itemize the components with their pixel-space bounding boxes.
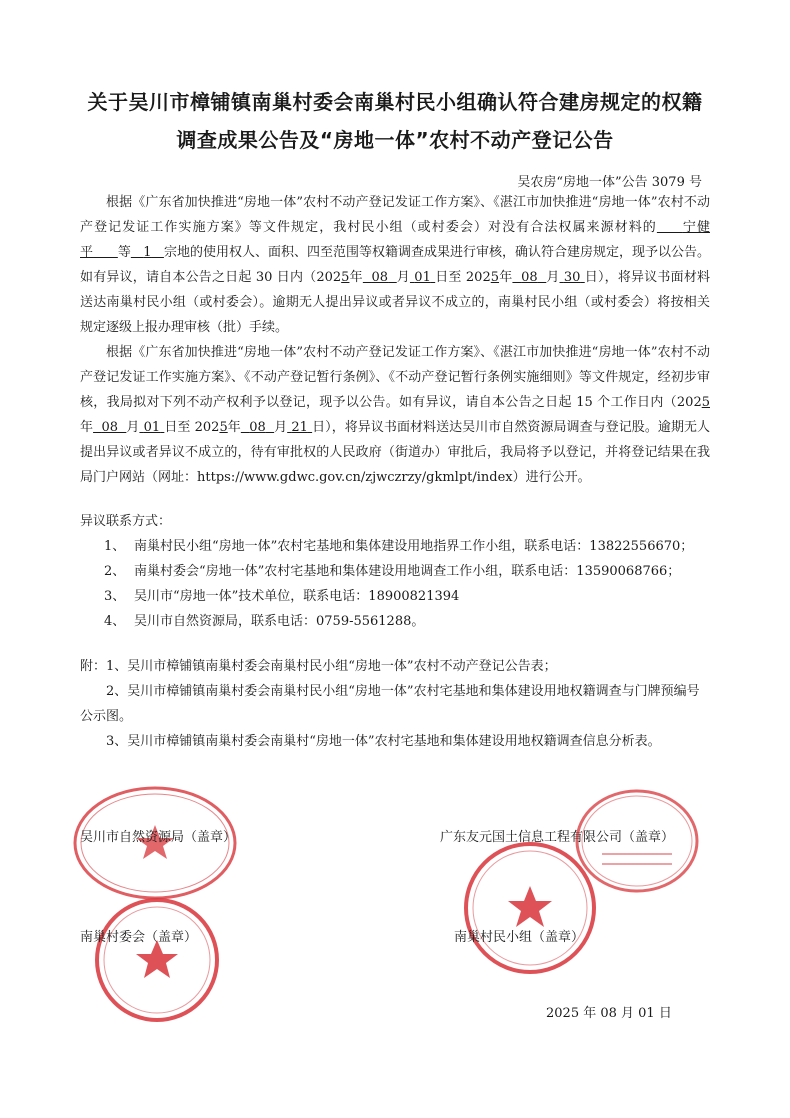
title-line-1: 关于吴川市樟铺镇南巢村委会南巢村民小组确认符合建房规定的权籍 [87,90,703,114]
title-line-2: 调查成果公告及“房地一体”农村不动产登记公告 [176,128,614,152]
company-signature: 广东友元国土信息工程有限公司（盖章） [440,830,675,845]
owner-name: 宁健平 [80,220,710,260]
contact-item: 4、 吴川市自然资源局，联系电话：0759-5561288。 [104,614,425,629]
objection-contacts [80,509,693,634]
contact-item: 3、 吴川市“房地一体”技术单位，联系电话：18900821394 [104,589,460,604]
contacts-heading: 异议联系方式： [80,514,172,529]
contact-item: 2、 南巢村委会“房地一体”农村宅基地和集体建设用地调查工作小组，联系电话：13590068766； [104,564,681,579]
contact-item: 1、 南巢村民小组“房地一体”农村宅基地和集体建设用地指界工作小组，联系电话：13822556670； [104,539,694,554]
announcement-title [60,83,730,159]
attachment-item-2: 2、吴川市樟铺镇南巢村委会南巢村民小组“房地一体”农村宅基地和集体建设用地权籍调查与门牌预编号公示图。 [80,684,700,724]
attachment-item-3: 3、吴川市樟铺镇南巢村委会南巢村“房地一体”农村宅基地和集体建设用地权籍调查信息分析表。 [106,734,661,749]
parcel-count: 1 [143,245,152,260]
announcement-date: 2025 年 08 月 01 日 [546,1006,672,1021]
village-committee-signature: 南巢村委会（盖章） [80,930,198,945]
village-group-signature: 南巢村民小组（盖章） [454,930,585,945]
document-number: 吴农房“房地一体”公告 3079 号 [517,175,702,190]
attachment-item-1: 附：1、吴川市樟铺镇南巢村委会南巢村民小组“房地一体”农村不动产登记公告表； [80,659,557,674]
village-committee-seal [92,895,222,1025]
paragraph-2: 根据《广东省加快推进“房地一体”农村不动产登记发证工作方案》、《湛江市加快推进“房地一体”农村不动产登记发证工作实施方案》、《不动产登记暂行条例》、《不动产登记暂行条例实施细则》等文件规定，经初步审核，我局拟对下列不动产权利予以登记，现予以公告。如有异议，请自本公告之日起 15 个工作日内（2025年 08 月 01 日至 2025年 08 月 21 日），将异议书面材料送达吴川市自然资源局调查与登记股。逾期无人提出异议或者异议不成立的，待有审批权的人民政府（街道办）审批后，我局将予以登记，并将登记结果在我局门户网站（网址：https://www.gdwc.gov.cn/zjwczrzy/gkmlpt/index）进行公开。 [80,345,711,485]
bureau-signature: 吴川市自然资源局（盖章） [80,830,237,845]
paragraph-1: 根据《广东省加快推进“房地一体”农村不动产登记发证工作方案》、《湛江市加快推进“房地一体”农村不动产登记发证工作实施方案》等文件规定，我村民小组（或村委会）对没有合法权属来源材料的 宁健平 等 1 宗地的使用权人、面积、四至范围等权籍调查成果进行审核，确认符合建房规定，现予以公告。如有异议，请自本公告之日起 30 日内（2025年 08 月 01 日至 2025年 08 月 30 日），将异议书面材料送达南巢村民小组（或村委会）。逾期无人提出异议或者异议不成立的，南巢村民小组（或村委会）将按相关规定逐级上报办理审核（批）手续。 [80,195,711,335]
village-group-seal [460,838,600,978]
announcement-body [80,190,710,490]
attachments-list [80,654,710,754]
